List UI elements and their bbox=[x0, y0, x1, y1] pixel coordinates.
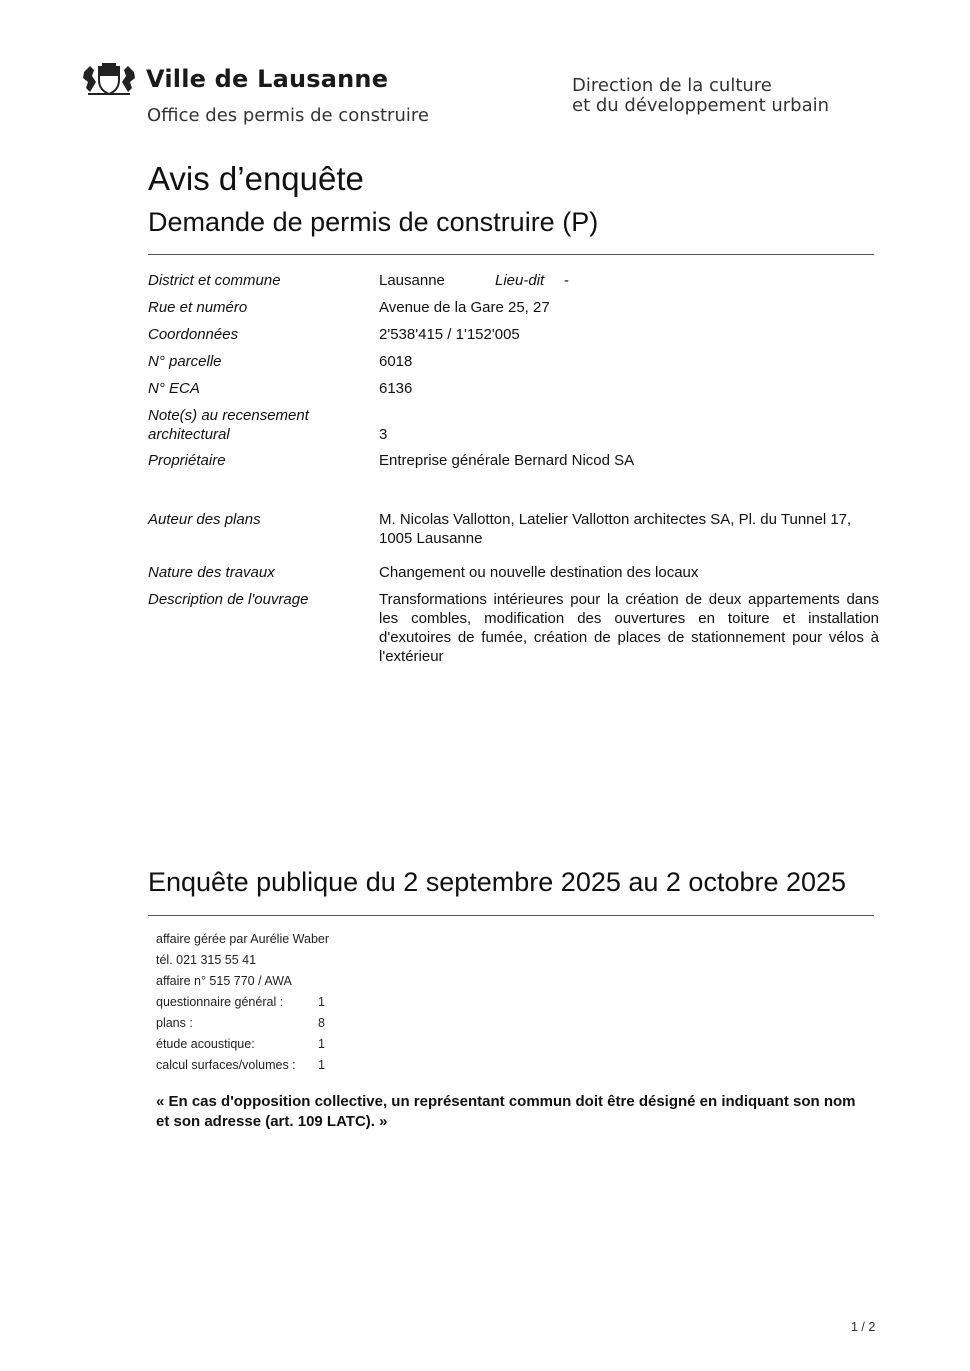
proprietaire-value: Entreprise générale Bernard Nicod SA bbox=[379, 452, 635, 469]
eca-value: 6136 bbox=[379, 380, 413, 397]
header-logo bbox=[80, 62, 388, 96]
auteur-value: M. Nicolas Vallotton, Latelier Vallotton architectes SA, Pl. du Tunnel 17, 1005 Lausanne bbox=[379, 511, 852, 547]
item-count: 1 bbox=[318, 1058, 325, 1072]
list-item bbox=[156, 1034, 356, 1055]
district-value: Lausanne bbox=[379, 272, 445, 289]
page-number: 1 / 2 bbox=[851, 1320, 876, 1334]
lieu-dit-label: Lieu-dit bbox=[495, 272, 545, 289]
note-label-line-2: architectural bbox=[148, 426, 230, 443]
note-value: 3 bbox=[379, 426, 388, 443]
item-label: plans : bbox=[156, 1016, 193, 1030]
lieu-dit-value: - bbox=[564, 272, 569, 289]
coordonnees-label: Coordonnées bbox=[148, 326, 239, 343]
direction-line-1: Direction de la culture bbox=[572, 75, 772, 96]
rue-label: Rue et numéro bbox=[148, 299, 248, 316]
affaire-number: affaire n° 515 770 / AWA bbox=[156, 974, 292, 988]
divider bbox=[148, 915, 874, 916]
item-label: étude acoustique: bbox=[156, 1037, 255, 1051]
auteur-label: Auteur des plans bbox=[148, 511, 261, 528]
eca-label: N° ECA bbox=[148, 380, 200, 397]
lausanne-crest-icon bbox=[80, 62, 138, 96]
page-subtitle: Demande de permis de construire (P) bbox=[148, 207, 599, 237]
district-label: District et commune bbox=[148, 272, 281, 289]
proprietaire-label: Propriétaire bbox=[148, 452, 226, 469]
parcelle-value: 6018 bbox=[379, 353, 413, 370]
rue-value: Avenue de la Gare 25, 27 bbox=[379, 299, 550, 316]
note-label-line-1: Note(s) au recensement bbox=[148, 407, 309, 424]
telephone: tél. 021 315 55 41 bbox=[156, 953, 257, 967]
nature-value: Changement ou nouvelle destination des locaux bbox=[379, 564, 699, 581]
list-item bbox=[156, 1013, 356, 1034]
description-label: Description de l'ouvrage bbox=[148, 591, 309, 608]
page-title: Avis d’enquête bbox=[148, 160, 364, 197]
city-name: Ville de Lausanne bbox=[146, 65, 389, 93]
parcelle-label: N° parcelle bbox=[148, 353, 222, 370]
enquete-heading: Enquête publique du 2 septembre 2025 au 2 octobre 2025 bbox=[148, 867, 847, 897]
list-item bbox=[156, 992, 356, 1013]
item-label: calcul surfaces/volumes : bbox=[156, 1058, 296, 1072]
direction-name bbox=[572, 76, 829, 116]
office-name: Office des permis de construire bbox=[147, 105, 429, 126]
item-count: 8 bbox=[318, 1016, 325, 1030]
item-label: questionnaire général : bbox=[156, 995, 284, 1009]
direction-line-2: et du développement urbain bbox=[572, 95, 830, 116]
affaire-geree: affaire gérée par Aurélie Waber bbox=[156, 932, 330, 946]
opposition-notice: « En cas d'opposition collective, un représentant commun doit être désigné en indiquant son nom et son adresse (art. 109 LATC). » bbox=[156, 1093, 856, 1130]
nature-label: Nature des travaux bbox=[148, 564, 275, 581]
item-count: 1 bbox=[318, 995, 325, 1009]
note-label bbox=[148, 406, 373, 444]
coordonnees-value: 2'538'415 / 1'152'005 bbox=[379, 326, 520, 343]
divider bbox=[148, 254, 874, 255]
description-value: Transformations intérieures pour la création de deux appartements dans les combles, modification des ouvertures en toiture et installation d'exutoires de fumée, création de places de stationnement pour vélos à l'extérieur bbox=[379, 591, 879, 665]
item-count: 1 bbox=[318, 1037, 325, 1051]
list-item bbox=[156, 1055, 356, 1076]
